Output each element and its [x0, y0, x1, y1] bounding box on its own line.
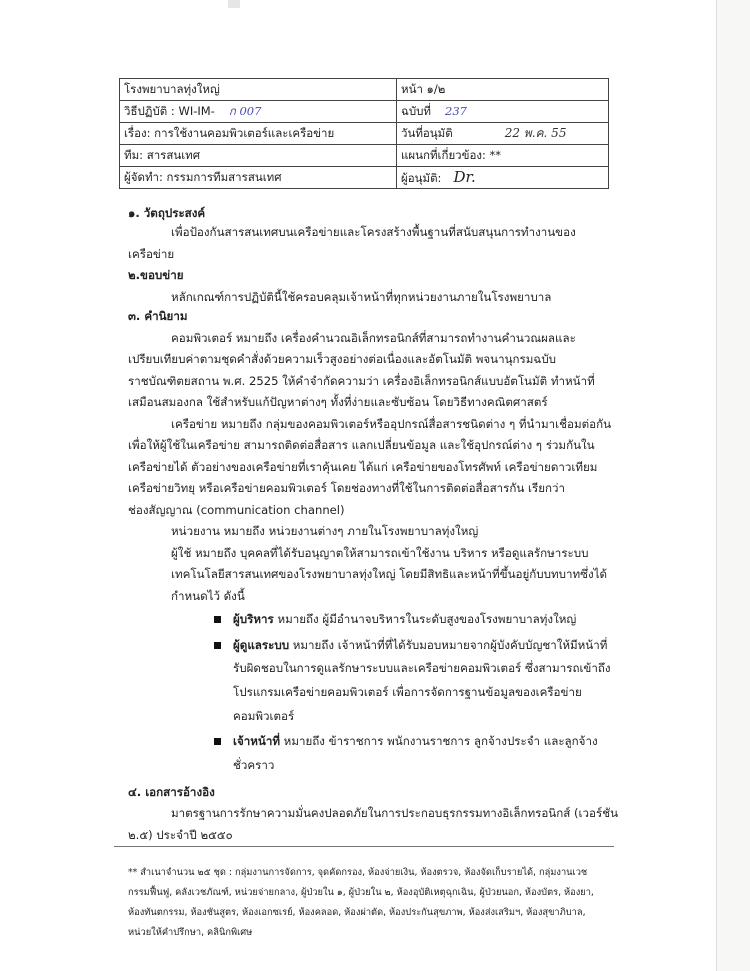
section-heading: ๑. วัตถุประสงค์ [128, 206, 206, 220]
approver-label: ผู้อนุมัติ: [401, 170, 442, 185]
definition: หมายถึง ข้าราชการ พนักงานราชการ ลูกจ้างประจำ และลูกจ้าง [280, 734, 598, 748]
footnote-divider [114, 846, 614, 847]
header-row [120, 123, 609, 145]
term: ผู้บริหาร [233, 612, 274, 626]
list-item [233, 637, 607, 653]
approval-date-cell [397, 123, 609, 145]
issue-label: ฉบับที่ [401, 103, 432, 118]
issue-number-handwritten: 237 [445, 103, 467, 118]
document-header-table [119, 78, 609, 189]
paragraph-line: ๒.๕) ประจำปี ๒๕๕๐ [128, 828, 233, 842]
section-heading: ๔. เอกสารอ้างอิง [128, 785, 215, 799]
paragraph-line: เครือข่ายได้ ตัวอย่างของเครือข่ายที่เราคุ้นเคย ได้แก่ เครือข่ายของโทรศัพท์ เครือข่ายดาวเทียม [128, 460, 598, 474]
bullet-icon [214, 616, 221, 623]
paragraph-line: เพื่อป้องกันสารสนเทศบนเครือข่ายและโครงสร้างพื้นฐานที่สนับสนุนการทำงานของ [171, 225, 576, 239]
list-item [233, 733, 598, 749]
approval-date-label: วันที่อนุมัติ [401, 126, 453, 140]
paragraph-line: รับผิดชอบในการดูแลรักษาระบบและเครือข่ายคอมพิวเตอร์ ซึ่งสามารถเข้าถึง [233, 661, 611, 675]
header-row [120, 145, 609, 167]
approver-signature: Dr. [453, 167, 476, 186]
footnote-line: กรรมฟื้นฟู, คลังเวชภัณฑ์, หน่วยจ่ายกลาง, ผู้ป่วยใน ๑, ผู้ป่วยใน ๒, ห้องอุบัติเหตุฉุกเฉิน, ผู้ป่วยนอก, ห้องบัตร, ห้องยา, [128, 887, 594, 898]
paragraph-line: หลักเกณฑ์การปฏิบัตินี้ใช้ครอบคลุมเจ้าหน้าที่ทุกหน่วยงานภายในโรงพยาบาล [171, 290, 552, 304]
procedure-code-handwritten: ก 007 [228, 103, 262, 118]
term: ผู้ดูแลระบบ [233, 638, 290, 652]
paragraph-line: ผู้ใช้ หมายถึง บุคคลที่ได้รับอนุญาตให้สามารถเข้าใช้งาน บริหาร หรือดูแลรักษาระบบ [171, 546, 589, 560]
list-item [233, 611, 576, 627]
staple-mark [228, 0, 240, 8]
paragraph-line: เครือข่ายวิทยุ หรือเครือข่ายคอมพิวเตอร์ โดยช่องทางที่ใช้ในการติดต่อสื่อสารกัน เรียกว่า [128, 481, 566, 495]
bullet-icon [214, 738, 221, 745]
header-row [120, 101, 609, 123]
hospital-name: โรงพยาบาลทุ่งใหญ่ [120, 79, 397, 101]
paragraph-line: ช่องสัญญาณ (communication channel) [128, 503, 345, 517]
procedure-cell [120, 101, 397, 123]
paragraph-line: เครือข่าย [128, 247, 175, 261]
term: เจ้าหน้าที่ [233, 734, 280, 748]
footnote-line: ** สำเนาจำนวน ๒๕ ชุด : กลุ่มงานการจัดการ, จุดคัดกรอง, ห้องจ่ายเงิน, ห้องตรวจ, ห้องจัดเก็บรายได้, กลุ่มงานเวช [128, 867, 588, 878]
footnote-line: หน่วยให้คำปรึกษา, คลินิกพิเศษ [128, 927, 253, 938]
paragraph-line: ชั่วคราว [233, 758, 275, 772]
paragraph-line: ราชบัณฑิตยสถาน พ.ศ. 2525 ให้คำจำกัดความว่า เครื่องอิเล็กทรอนิกส์แบบอัตโนมัติ ทำหน้าที่ [128, 374, 595, 388]
paragraph-line: มาตรฐานการรักษาความมั่นคงปลอดภัยในการประกอบธุรกรรมทางอิเล็กทรอนิกส์ (เวอร์ชัน [171, 806, 618, 820]
approval-date-handwritten: 22 พ.ค. 55 [504, 126, 567, 140]
team: ทีม: สารสนเทศ [120, 145, 397, 167]
prepared-by: ผู้จัดทำ: กรรมการทีมสารสนเทศ [120, 167, 397, 189]
section-heading: ๒.ขอบข่าย [128, 268, 184, 282]
paragraph-line: เครือข่าย หมายถึง กลุ่มของคอมพิวเตอร์หรืออุปกรณ์สื่อสารชนิดต่าง ๆ ที่นำมาเชื่อมต่อกัน [171, 417, 612, 431]
footnote-line: ห้องทันตกรรม, ห้องชันสูตร, ห้องเอกซเรย์, ห้องคลอด, ห้องผ่าตัด, ห้องประกันสุขภาพ, ห้องส่งเสริมฯ, ห้องสุขาภิบาล, [128, 907, 586, 918]
header-row [120, 79, 609, 101]
issue-cell [397, 101, 609, 123]
paragraph-line: เทคโนโลยีสารสนเทศของโรงพยาบาลทุ่งใหญ่ โดยมีสิทธิและหน้าที่ขึ้นอยู่กับบทบาทซึ่งได้ [171, 567, 608, 581]
paragraph-line: คอมพิวเตอร์ [233, 709, 295, 723]
paragraph-line: หน่วยงาน หมายถึง หน่วยงานต่างๆ ภายในโรงพยาบาลทุ่งใหญ่ [171, 524, 479, 538]
procedure-label: วิธีปฏิบัติ : WI-IM- [124, 103, 215, 118]
definition: หมายถึง ผู้มีอำนาจบริหารในระดับสูงของโรงพยาบาลทุ่งใหญ่ [273, 612, 577, 626]
paragraph-line: เปรียบเทียบค่าตามชุดคำสั่งด้วยความเร็วสูงอย่างต่อเนื่องและอัตโนมัติ พจนานุกรมฉบับ [128, 352, 557, 366]
header-row [120, 167, 609, 189]
paragraph-line: คอมพิวเตอร์ หมายถึง เครื่องคำนวณอิเล็กทรอนิกส์ที่สามารถทำงานคำนวณผลและ [171, 331, 576, 345]
bullet-icon [214, 642, 221, 649]
paragraph-line: เสมือนสมองกล ใช้สำหรับแก้ปัญหาต่างๆ ทั้งที่ง่ายและซับซ้อน โดยวิธีทางคณิตศาสตร์ [128, 395, 548, 409]
page-number: หน้า ๑/๒ [397, 79, 609, 101]
definition: หมายถึง เจ้าหน้าที่ที่ได้รับมอบหมายจากผู้บังคับบัญชาให้มีหน้าที่ [289, 638, 608, 652]
paragraph-line: โปรแกรมเครือข่ายคอมพิวเตอร์ เพื่อการจัดการฐานข้อมูลของเครือข่าย [233, 685, 582, 699]
related-department: แผนกที่เกี่ยวข้อง: ** [397, 145, 609, 167]
subject: เรื่อง: การใช้งานคอมพิวเตอร์และเครือข่าย [120, 123, 397, 145]
paragraph-line: กำหนดไว้ ดังนี้ [171, 589, 245, 603]
section-heading: ๓. คำนิยาม [128, 309, 188, 323]
approver-cell [397, 167, 609, 189]
paragraph-line: เพื่อให้ผู้ใช้ในเครือข่าย สามารถติดต่อสื่อสาร แลกเปลี่ยนข้อมูล และใช้อุปกรณ์ต่าง ๆ ร่วมกันใน [128, 438, 595, 452]
